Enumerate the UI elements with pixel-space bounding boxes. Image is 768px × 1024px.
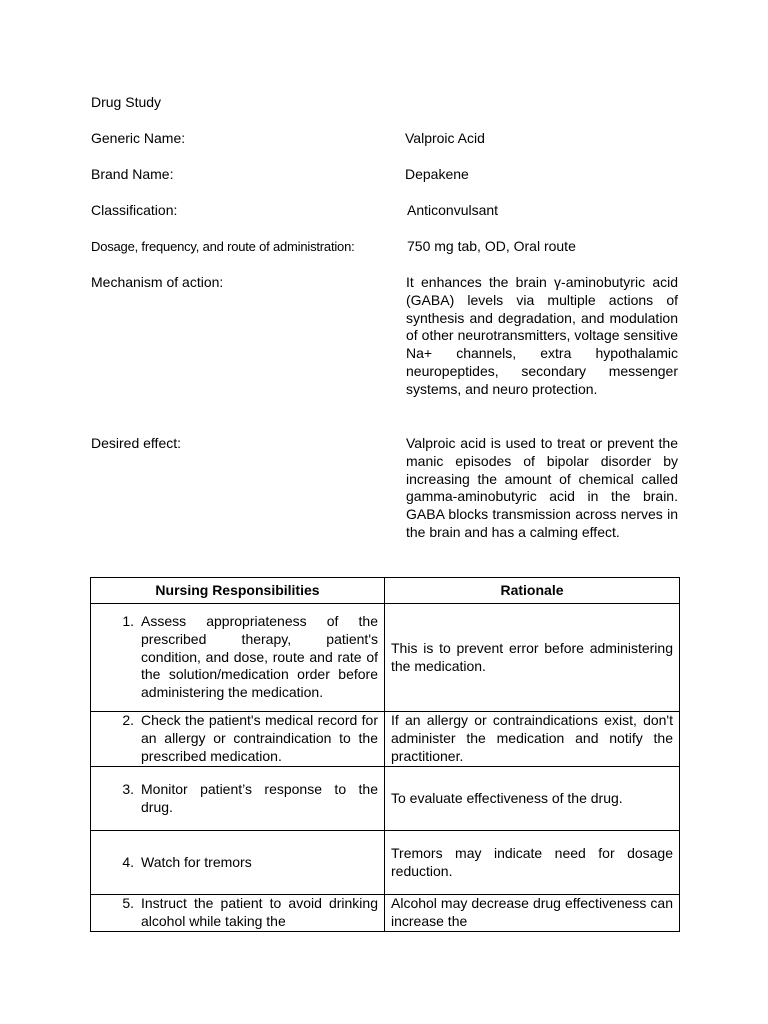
rationale-text: Alcohol may decrease drug effectiveness can increase the bbox=[391, 895, 673, 929]
mechanism-label: Mechanism of action: bbox=[91, 274, 224, 290]
responsibility-cell bbox=[91, 767, 385, 831]
table-row bbox=[91, 604, 680, 712]
rationale-text: If an allergy or contraindications exist, don't administer the medication and notify the practitioner. bbox=[391, 712, 673, 764]
rationale-cell bbox=[385, 767, 680, 831]
generic-name-label: Generic Name: bbox=[91, 130, 186, 146]
rationale-cell bbox=[385, 895, 680, 932]
desired-effect-label: Desired effect: bbox=[91, 435, 182, 451]
table-row bbox=[91, 712, 680, 767]
item-number: 1. bbox=[122, 613, 134, 629]
table-row bbox=[91, 895, 680, 932]
responsibility-cell bbox=[91, 604, 385, 712]
dosage-label: Dosage, frequency, and route of administration: bbox=[91, 239, 355, 254]
table-row bbox=[91, 831, 680, 895]
dosage-value: 750 mg tab, OD, Oral route bbox=[407, 238, 576, 254]
rationale-text: Tremors may indicate need for dosage reduction. bbox=[391, 844, 673, 879]
rationale-cell bbox=[385, 831, 680, 895]
rationale-text: To evaluate effectiveness of the drug. bbox=[391, 789, 623, 806]
rationale-cell bbox=[385, 604, 680, 712]
brand-name-label: Brand Name: bbox=[91, 166, 174, 182]
responsibility-cell bbox=[91, 895, 385, 932]
desired-effect-value: Valproic acid is used to treat or prevent the manic episodes of bipolar disorder by increasing the amount of chemical called gamma-aminobutyric acid in the brain. GABA blocks transmission across nerves in the brain and has a calming effect. bbox=[406, 435, 678, 540]
responsibility-text: Assess appropriateness of the prescribed therapy, patient's condition, and dose, route and rate of the solution/medication order before administering the medication. bbox=[141, 613, 378, 701]
responsibility-text: Instruct the patient to avoid drinking alcohol while taking the bbox=[141, 895, 378, 929]
item-number: 4. bbox=[122, 853, 134, 870]
item-number: 5. bbox=[122, 895, 134, 911]
responsibility-text: Watch for tremors bbox=[141, 853, 252, 870]
nursing-responsibilities-table bbox=[90, 577, 680, 932]
responsibility-text: Check the patient's medical record for an allergy or contraindication to the prescribed medication. bbox=[141, 712, 378, 764]
brand-name-value: Depakene bbox=[405, 166, 469, 182]
document-title: Drug Study bbox=[91, 94, 162, 110]
header-rationale: Rationale bbox=[385, 578, 680, 604]
responsibility-cell bbox=[91, 831, 385, 895]
table-header-row bbox=[91, 578, 680, 604]
rationale-cell bbox=[385, 712, 680, 767]
table-row bbox=[91, 767, 680, 831]
responsibility-cell bbox=[91, 712, 385, 767]
generic-name-value: Valproic Acid bbox=[405, 130, 485, 146]
responsibility-text: Monitor patient’s response to the drug. bbox=[141, 780, 378, 815]
header-nursing-responsibilities: Nursing Responsibilities bbox=[91, 578, 385, 604]
rationale-text: This is to prevent error before administering the medication. bbox=[391, 639, 673, 674]
classification-label: Classification: bbox=[91, 202, 178, 218]
classification-value: Anticonvulsant bbox=[407, 202, 499, 218]
item-number: 2. bbox=[122, 712, 134, 729]
item-number: 3. bbox=[122, 780, 134, 797]
mechanism-value: It enhances the brain γ-aminobutyric acid (GABA) levels via multiple actions of synthesis and degradation, and modulation of other neurotransmitters, voltage sensitive Na+ channels, extra hypothalamic neuropeptides, secondary messenger systems, and neuro protection. bbox=[406, 274, 678, 397]
